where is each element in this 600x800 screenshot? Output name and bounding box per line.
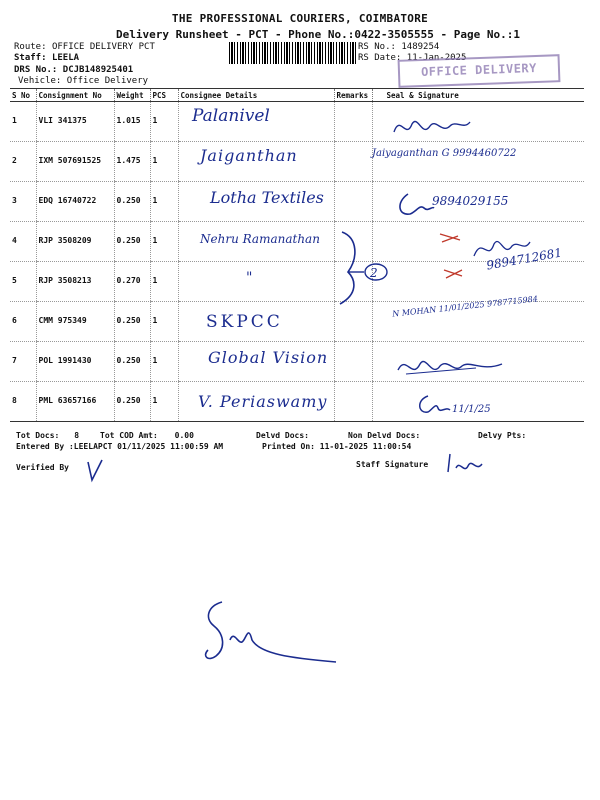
entered-by: Entered By :LEELAPCT 01/11/2025 11:00:59 AM	[16, 442, 224, 451]
consignee-handwriting: Global Vision	[208, 348, 329, 367]
tot-cod-label: Tot COD Amt:	[100, 431, 158, 440]
delvd-docs-label: Delvd Docs:	[256, 431, 309, 440]
cell-sno: 7	[10, 342, 36, 382]
cell-weight: 0.250	[114, 182, 150, 222]
cell-pcs: 1	[150, 262, 178, 302]
seal-row-3: 9894029155	[432, 194, 509, 208]
cell-sno: 6	[10, 302, 36, 342]
consignee-handwriting: V. Periaswamy	[198, 392, 328, 411]
header-seal: Seal & Signature	[372, 89, 584, 102]
seal-row-6: N MOHAN 11/01/2025 9787715984	[391, 294, 539, 319]
rs-no-value: 1489254	[401, 42, 440, 52]
cell-pcs: 1	[150, 182, 178, 222]
cell-pcs: 1	[150, 302, 178, 342]
tot-docs	[16, 431, 79, 441]
consignee-handwriting: "	[246, 270, 253, 286]
bracket-annotation	[336, 228, 396, 308]
cell-weight: 0.270	[114, 262, 150, 302]
vehicle-line	[18, 76, 148, 87]
bracket-mark: 2	[370, 266, 378, 280]
tot-docs-label: Tot Docs:	[16, 431, 60, 440]
route-label: Route:	[14, 42, 47, 52]
verified-by-signature	[86, 458, 106, 482]
vehicle-label: Vehicle:	[18, 76, 62, 86]
tot-cod-value: 0.00	[174, 431, 194, 440]
non-delvd-docs-label: Non Delvd Docs:	[348, 431, 421, 440]
cell-sno: 3	[10, 182, 36, 222]
consignee-handwriting: Nehru Ramanathan	[200, 232, 320, 246]
cell-consignment: PML 63657166	[36, 382, 114, 422]
cell-consignment: POL 1991430	[36, 342, 114, 382]
delvy-pts-label: Delvy Pts:	[478, 431, 527, 440]
staff-signature-label: Staff Signature	[356, 460, 429, 469]
cell-weight: 0.250	[114, 302, 150, 342]
cell-sno: 8	[10, 382, 36, 422]
route-line	[14, 42, 155, 53]
cell-sno: 4	[10, 222, 36, 262]
large-signature	[200, 600, 340, 680]
cell-consignment: VLI 341375	[36, 102, 114, 142]
header-consignee: Consignee Details	[178, 89, 334, 102]
table-header-row	[10, 89, 584, 102]
cell-consignment: EDQ 16740722	[36, 182, 114, 222]
runsheet-subtitle: Delivery Runsheet - PCT - Phone No.:0422-3505555 - Page No.:1	[116, 28, 520, 41]
tot-docs-value: 8	[74, 431, 80, 440]
cell-weight: 0.250	[114, 222, 150, 262]
cell-weight: 0.250	[114, 342, 150, 382]
header-pcs: PCS	[150, 89, 178, 102]
header-weight: Weight	[114, 89, 150, 102]
header-remarks: Remarks	[334, 89, 372, 102]
cell-remarks	[334, 182, 372, 222]
consignee-handwriting: Lotha Textiles	[210, 188, 324, 207]
consignee-handwriting: Jaiganthan	[200, 146, 298, 165]
seal-row-2: Jaiyaganthan G 9994460722	[372, 148, 517, 159]
seal-row-8: 11/1/25	[452, 404, 491, 415]
cell-consignee	[178, 262, 334, 302]
cell-consignment: RJP 3508213	[36, 262, 114, 302]
verified-by-label: Verified By	[16, 463, 69, 472]
cell-weight: 1.475	[114, 142, 150, 182]
consignee-handwriting: Palanivel	[192, 106, 270, 126]
cell-remarks	[334, 142, 372, 182]
signature-row-8	[414, 392, 454, 418]
cell-sno: 1	[10, 102, 36, 142]
drs-value: DCJB148925401	[62, 65, 134, 75]
rs-date-label: RS Date:	[358, 53, 402, 63]
header-consignment: Consignment No	[36, 89, 114, 102]
staff-signature	[446, 452, 486, 476]
signature-row-3	[396, 190, 436, 220]
signature-row-7	[396, 352, 506, 382]
rs-no-line	[358, 42, 439, 53]
office-delivery-stamp: OFFICE DELIVERY	[398, 54, 561, 88]
table-row	[10, 102, 584, 142]
cell-remarks	[334, 382, 372, 422]
tot-cod	[100, 431, 194, 441]
rs-date-value: 11-Jan-2025	[406, 53, 467, 63]
drs-label: DRS No.:	[14, 65, 58, 75]
cell-consignment: CMM 975349	[36, 302, 114, 342]
cell-pcs: 1	[150, 142, 178, 182]
consignee-handwriting: SKPCC	[206, 312, 283, 332]
cell-pcs: 1	[150, 222, 178, 262]
seal-row-4: 9894712681	[485, 245, 563, 273]
cell-pcs: 1	[150, 382, 178, 422]
route-value: OFFICE DELIVERY PCT	[51, 42, 155, 52]
printed-on: Printed On: 11-01-2025 11:00:54	[262, 442, 412, 451]
vehicle-value: Office Delivery	[66, 76, 149, 86]
signature-row-1	[392, 112, 472, 142]
staff-value: LEELA	[51, 53, 80, 63]
staff-label: Staff:	[14, 53, 47, 63]
company-title: THE PROFESSIONAL COURIERS, COIMBATORE	[171, 12, 429, 25]
cell-sno: 2	[10, 142, 36, 182]
cell-seal	[372, 382, 584, 422]
cell-consignment: RJP 3508209	[36, 222, 114, 262]
cell-weight: 0.250	[114, 382, 150, 422]
cell-pcs: 1	[150, 102, 178, 142]
cell-remarks	[334, 342, 372, 382]
cell-sno: 5	[10, 262, 36, 302]
cell-consignment: IXM 507691525	[36, 142, 114, 182]
header-sno: S No	[10, 89, 36, 102]
rs-no-label: RS No.:	[358, 42, 396, 52]
cell-weight: 1.015	[114, 102, 150, 142]
cell-pcs: 1	[150, 342, 178, 382]
cell-remarks	[334, 102, 372, 142]
staff-line	[14, 53, 79, 64]
barcode	[229, 42, 357, 64]
drs-line	[14, 65, 133, 76]
